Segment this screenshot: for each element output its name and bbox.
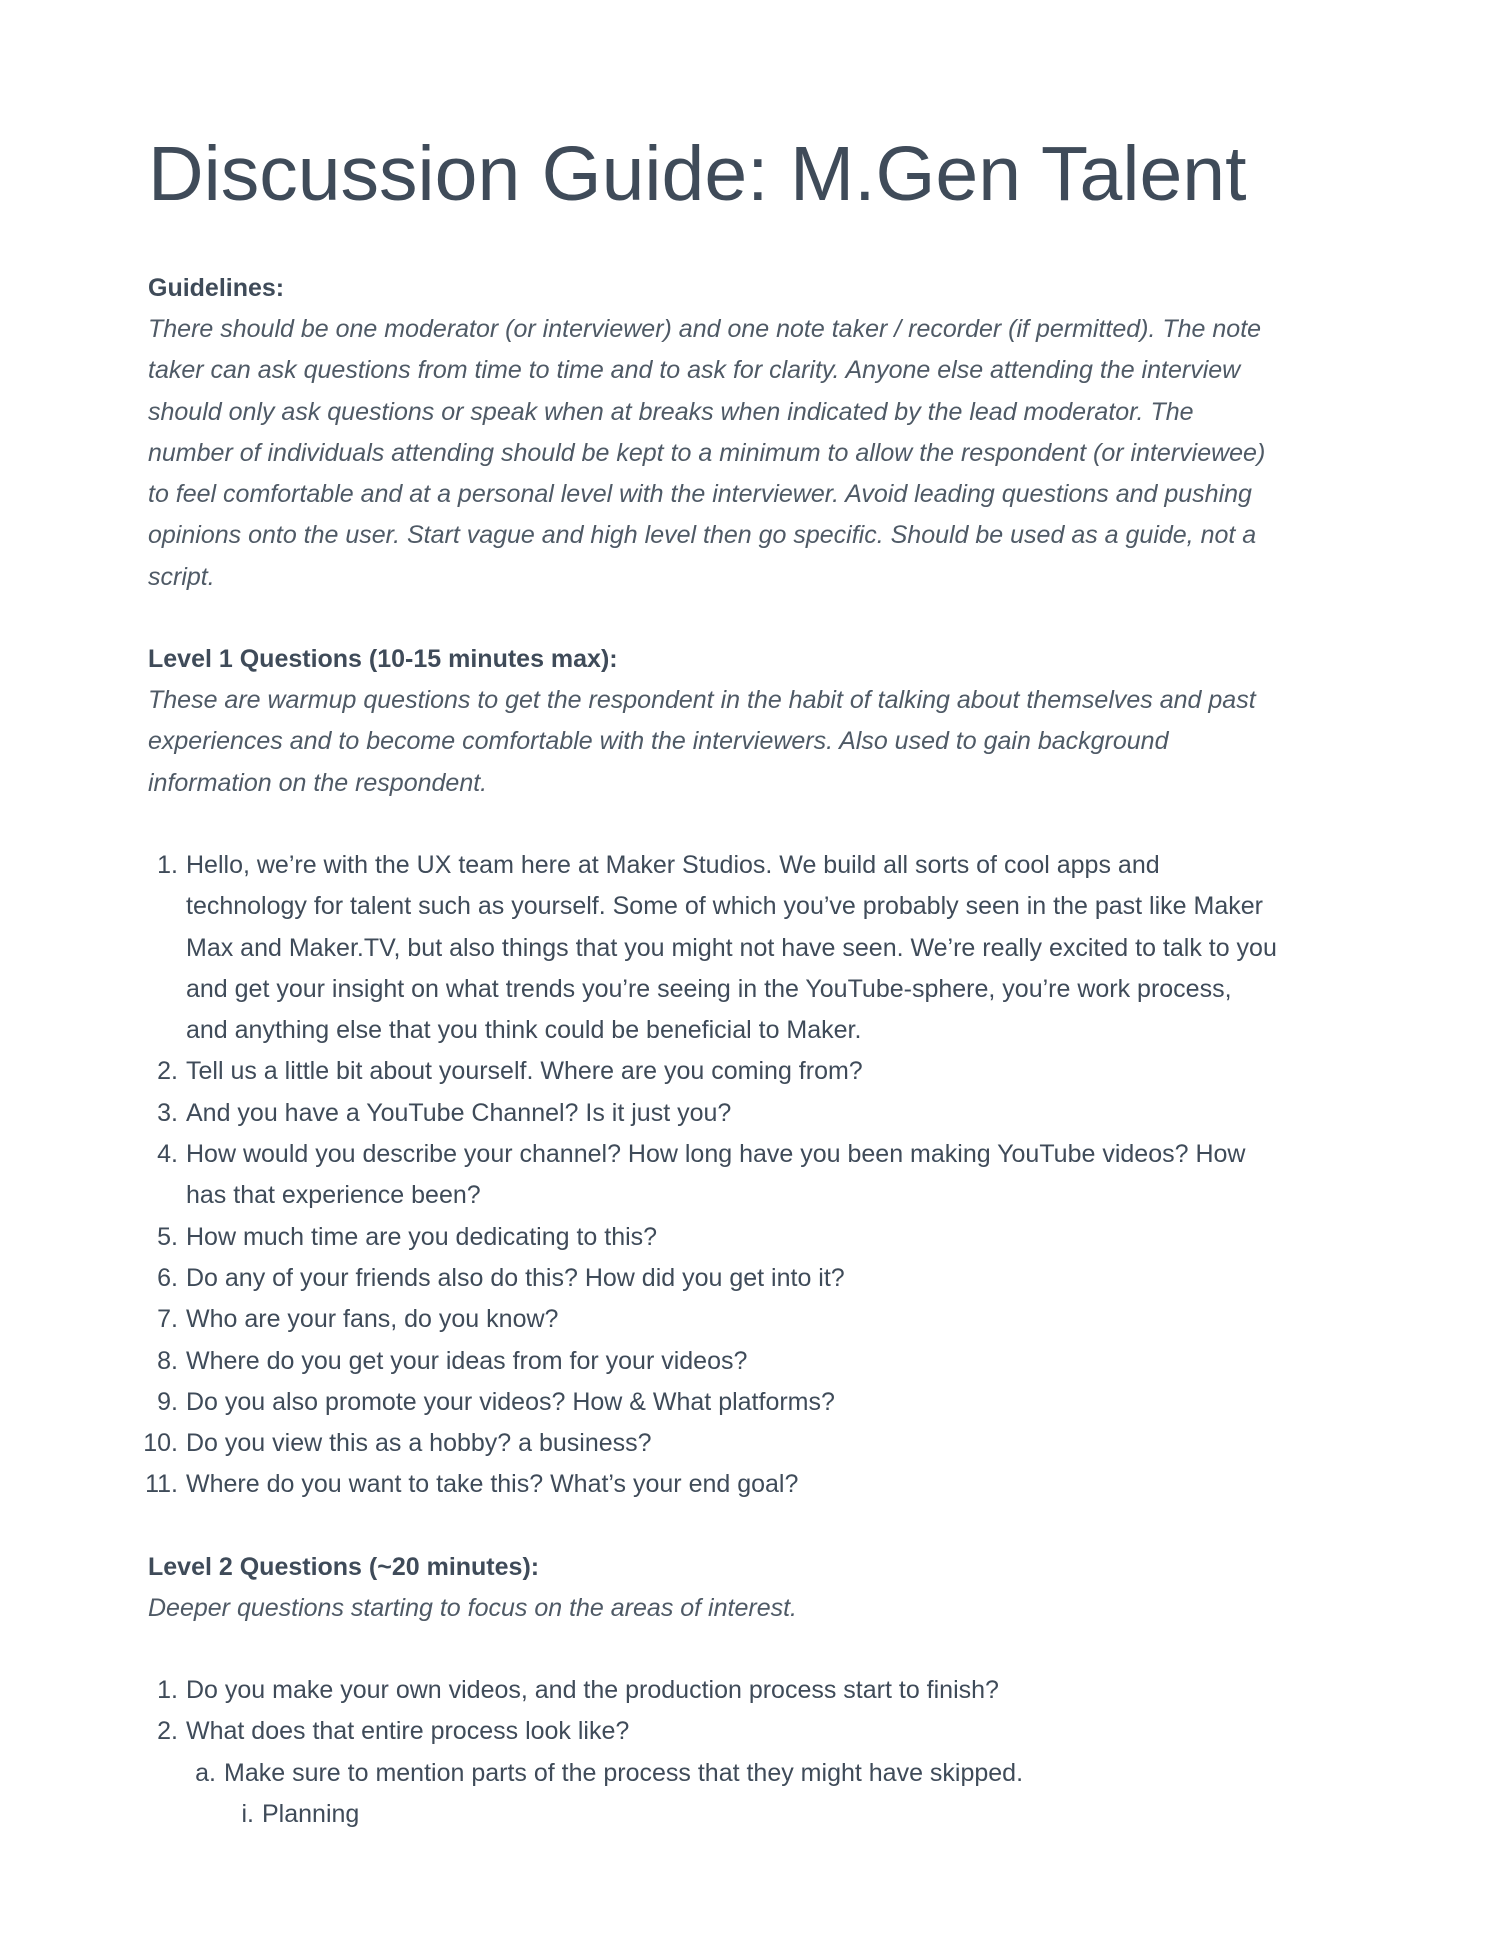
list-number: 9. [157, 1387, 178, 1416]
question-text: And you have a YouTube Channel? Is it just you? [186, 1098, 732, 1127]
question-text: Where do you get your ideas from for your videos? [186, 1346, 748, 1375]
sub-sub-question-text: Planning [262, 1799, 360, 1828]
list-number: 5. [157, 1222, 178, 1251]
list-number: 6. [157, 1263, 178, 1292]
list-number: 4. [157, 1140, 178, 1169]
question-text: Do you view this as a hobby? a business? [186, 1429, 652, 1458]
level2-intro: Deeper questions starting to focus on the areas of interest. [148, 1593, 797, 1622]
list-item [148, 1382, 1278, 1423]
level2-question-list [148, 1670, 1278, 1835]
list-item [148, 1711, 1278, 1752]
level1-intro: These are warmup questions to get the respondent in the habit of talking about themselves and past experiences and to become comfortable with the interviewers. Also used to gain background information on the respondent. [148, 686, 1256, 797]
list-letter: a. [195, 1758, 216, 1787]
list-number: 2. [157, 1717, 178, 1746]
sub-question-text: Make sure to mention parts of the process that they might have skipped. [224, 1758, 1024, 1787]
sub-list-item [148, 1753, 1278, 1794]
list-number: 1. [157, 1676, 178, 1705]
list-item [148, 1217, 1278, 1258]
question-text: Who are your fans, do you know? [186, 1305, 559, 1334]
question-text: How would you describe your channel? How long have you been making YouTube videos? How has that experience been? [186, 1140, 1246, 1210]
level1-heading: Level 1 Questions (10-15 minutes max): [148, 645, 618, 674]
question-text: Where do you want to take this? What’s your end goal? [186, 1470, 799, 1499]
level1-question-list [143, 845, 1278, 1506]
list-number: 3. [157, 1098, 178, 1127]
document-title: Discussion Guide: M.Gen Talent [148, 131, 1247, 217]
question-text: How much time are you dedicating to this? [186, 1222, 658, 1251]
list-number: 10. [143, 1429, 178, 1458]
list-item [148, 1051, 1278, 1092]
list-item [148, 1093, 1278, 1134]
list-roman: i. [241, 1799, 254, 1828]
list-number: 8. [157, 1346, 178, 1375]
list-item [148, 1670, 1278, 1711]
list-number: 2. [157, 1057, 178, 1086]
list-number: 7. [157, 1305, 178, 1334]
level2-heading: Level 2 Questions (~20 minutes): [148, 1552, 540, 1581]
list-item [148, 1341, 1278, 1382]
document-page [143, 128, 1278, 1835]
question-text: Hello, we’re with the UX team here at Maker Studios. We build all sorts of cool apps and technology for talent such as yourself. Some of which you’ve probably seen in the past like Maker Max and Maker.TV, but also things that you might not have seen. We’re really excited to talk to you and get your insight on what trends you’re seeing in the YouTube-sphere, you’re work process, and anything else that you think could be beneficial to Maker. [186, 850, 1277, 1045]
list-number: 11. [145, 1470, 178, 1499]
list-number: 1. [157, 850, 178, 879]
question-text: Do any of your friends also do this? How did you get into it? [186, 1263, 845, 1292]
list-item [148, 845, 1278, 1051]
list-item [145, 1464, 1278, 1505]
question-text: What does that entire process look like? [186, 1717, 630, 1746]
question-text: Do you make your own videos, and the production process start to finish? [186, 1676, 999, 1705]
sub-sub-list-item [148, 1794, 1278, 1835]
guidelines-heading: Guidelines: [148, 274, 285, 302]
list-item [148, 1258, 1278, 1299]
list-item [143, 1423, 1278, 1464]
question-text: Do you also promote your videos? How & What platforms? [186, 1387, 835, 1416]
list-item [148, 1299, 1278, 1340]
question-text: Tell us a little bit about yourself. Where are you coming from? [186, 1057, 863, 1086]
guidelines-text: There should be one moderator (or interviewer) and one note taker / recorder (if permitted). The note taker can ask questions from time to time and to ask for clarity. Anyone else attending the interview should only ask questions or speak when at breaks when indicated by the lead moderator. The number of individuals attending should be kept to a minimum to allow the respondent (or interviewee) to feel comfortable and at a personal level with the interviewer. Avoid leading questions and pushing opinions onto the user. Start vague and high level then go specific. Should be used as a guide, not a script. [148, 315, 1266, 591]
list-item [148, 1134, 1278, 1217]
